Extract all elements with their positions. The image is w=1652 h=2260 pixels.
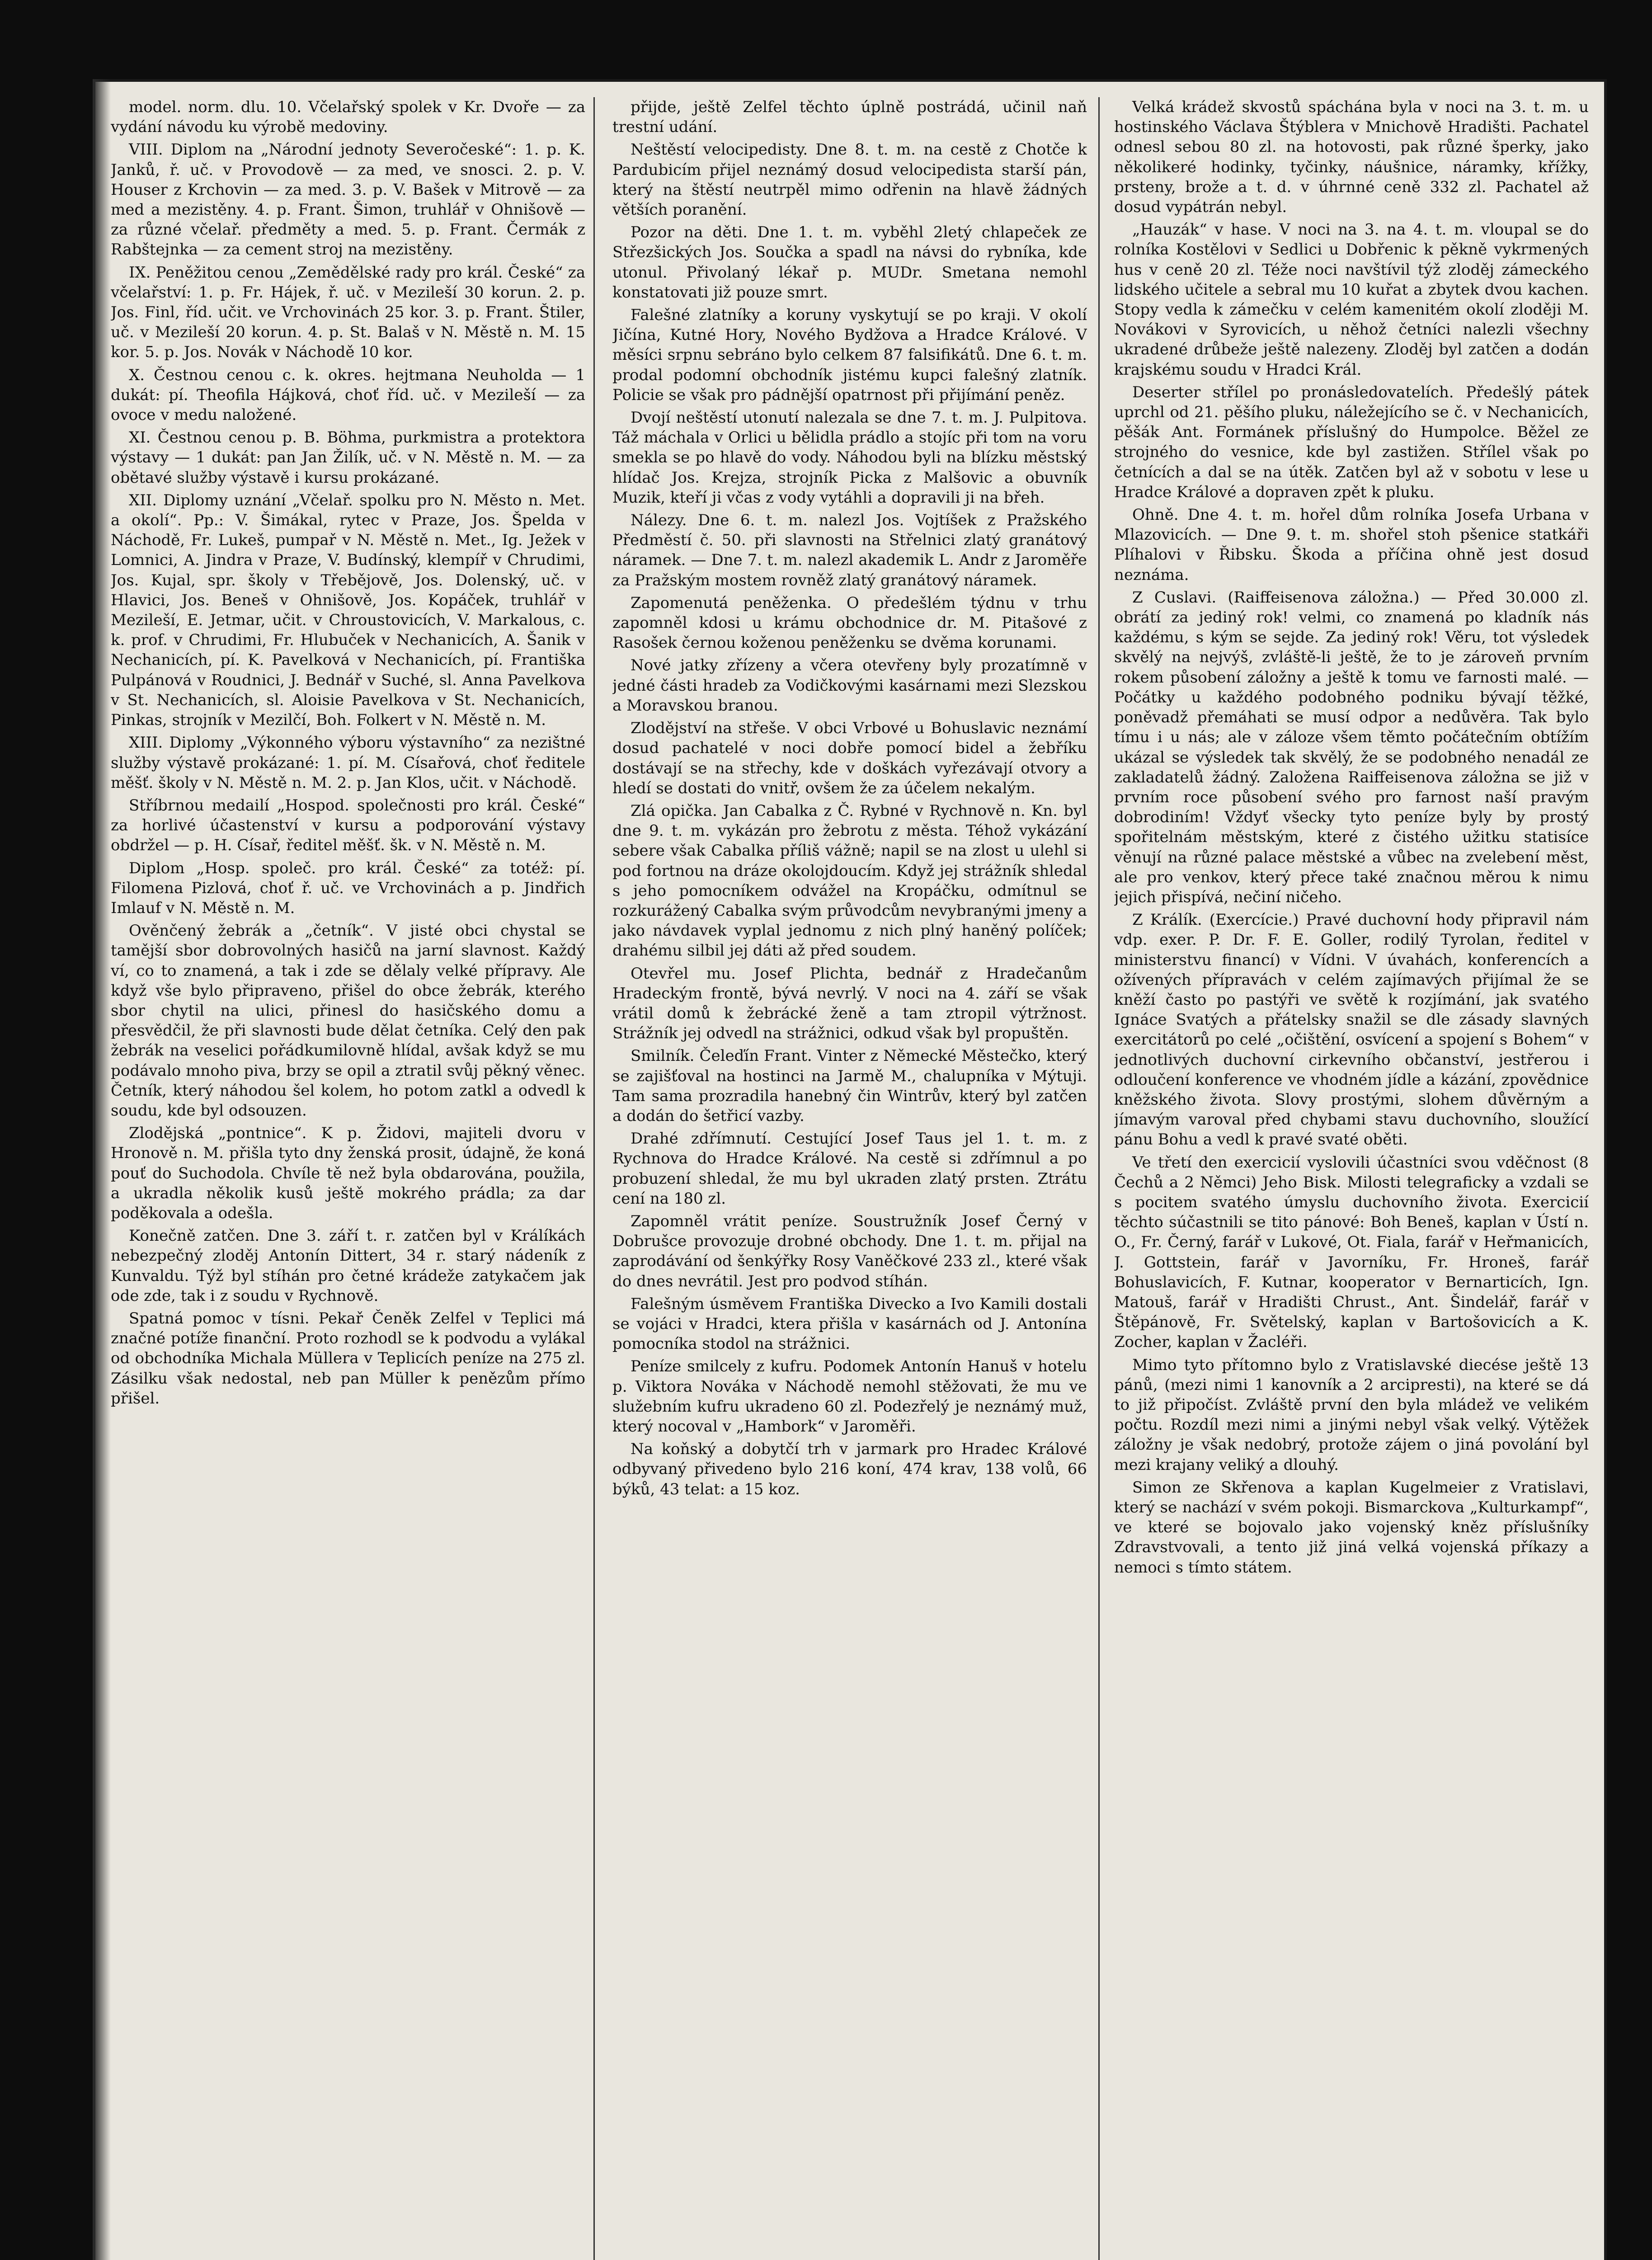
article-paragraph: Simon ze Skřenova a kaplan Kugelmeier z Vratislavi, který se nachází v svém pokoji. Bismarckova „Kulturkampf“, ve které se bojovalo jako vojenský kněz příslušníky Zdravstvovali, a tento již jiná velká vojenská příkazy a nemoci s tímto státem. bbox=[1114, 1478, 1589, 1577]
article-paragraph: Zapomněl vrátit peníze. Soustružník Josef Černý v Dobrušce provozuje drobné obchody. Dne 1. t. m. přijal na zaprodávání od šenkýřky Rosy Vaněčkové 233 zl., které však do dnes nevrátil. Jest pro podvod stíhán. bbox=[612, 1212, 1087, 1290]
article-paragraph: Zlodějská „pontnice“. K p. Židovi, majiteli dvoru v Hronově n. M. přišla tyto dny ženská prosit, údajně, že koná pouť do Suchodola. Chvíle tě než byla obdarována, použila, a ukradla několik kusů ještě mokrého prádla; za dar poděkovala a odešla. bbox=[111, 1124, 585, 1222]
article-paragraph: XI. Čestnou cenou p. B. Böhma, purkmistra a protektora výstavy — 1 dukát: pan Jan Žilík, uč. v N. Městě n. M. — za obětavé služby výstavě i kursu prokázané. bbox=[111, 428, 585, 487]
article-paragraph: Zlá opička. Jan Cabalka z Č. Rybné v Rychnově n. Kn. byl dne 9. t. m. vykázán pro žebrotu z města. Téhož vykázání sebere však Cabalka příliš vážně; napil se na zlost u ulehl si pod fortnou na dráze okolojdoucím. Když jej strážník shledal s jeho pomocníkem odvážel na Kropáčku, odmítnul se rozkurážený Cabalka svým průvodcům nevybranými jmeny a jako návdavek vyplal jednomu z nich plný haněný políček; drahému silbil jej dáti až před soudem. bbox=[612, 801, 1087, 960]
article-paragraph: Ověnčený žebrák a „četník“. V jisté obci chystal se tamější sbor dobrovolných hasičů na jarní slavnost. Každý ví, co to znamená, a tak i zde se dělaly velké přípravy. Ale když vše bylo připraveno, přišel do obce žebrák, kterého sbor chytil na ulici, přinesl do hasičského domu a přesvědčil, že při slavnosti bude dělat četníka. Celý den pak žebrák na veselici pořádkumilovně hlídal, avšak když se mu podávalo mnoho piva, brzy se opil a ztratil svůj pěkný věnec. Četník, který náhodou šel kolem, ho potom zatkl a odvedl k soudu, kde byl odsouzen. bbox=[111, 922, 585, 1120]
article-paragraph: Falešné zlatníky a koruny vyskytují se po kraji. V okolí Jičína, Kutné Hory, Nového Bydžova a Hradce Králové. V měsíci srpnu sebráno bylo celkem 87 falsifikátů. Dne 6. t. m. prodal podomní obchodník jistému kupci falešný zlatník. Policie se však pro pádnější opatrnost při přijímání peněz. bbox=[612, 306, 1087, 404]
article-paragraph: Neštěstí velocipedisty. Dne 8. t. m. na cestě z Chotče k Pardubicím přijel neznámý dosud velocipedista starší pán, který na štěstí neutrpěl mimo odřenin na hlavě žádných větších poranění. bbox=[612, 141, 1087, 219]
column-2 bbox=[612, 97, 1087, 2260]
article-paragraph: Falešným úsměvem Františka Divecko a Ivo Kamili dostali se vojáci v Hradci, ktera přišla v kasárnách od J. Antonína pomocníka stodol na strážnici. bbox=[612, 1295, 1087, 1353]
article-paragraph: Spatná pomoc v tísni. Pekař Čeněk Zelfel v Teplici má značné potíže finanční. Proto rozhodl se k podvodu a vylákal od obchodníka Michala Müllera v Teplicích peníze na 275 zl. Zásilku však nedostal, neb pan Müller k penězům přímo přišel. bbox=[111, 1309, 585, 1408]
article-paragraph: „Hauzák“ v hase. V noci na 3. na 4. t. m. vloupal se do rolníka Kostělovi v Sedlici u Dobřenic k pěkně vykrmených hus v ceně 20 zl. Téže noci navštívil týž zloděj zámeckého lidského učitele a sebral mu 10 kuřat a zbytek dvou kachen. Stopy vedla k zámečku v celém kamenitém okolí zloději M. Novákovi v Syrovicích, u něhož četníci nalezli všechny ukradené drůbeže ještě nalezeny. Zloděj byl zatčen a dodán krajskému soudu v Hradci Král. bbox=[1114, 221, 1589, 379]
page-binding-shadow bbox=[93, 79, 111, 2260]
article-paragraph: Z Cuslavi. (Raiffeisenova záložna.) — Před 30.000 zl. obrátí za jediný rok! velmi, co znamená po kladník nás každému, s kým se sejde. Za jediný rok! Věru, tot výsledek skvělý na nejvýš, zvláště-li ještě, že to je zároveň prvním rokem působení záložny a ještě k tomu ve farnosti malé. — Počátky u každého podobného podniku bývají těžké, poněvadž přemáhati se musí odpor a nedůvěra. Tak bylo tímu i u nás; ale v záloze všem těmto počátečním obtížím ukázal se výsledek tak skvělý, že se podobného nenadál ze zakladatelů žádný. Založena Raiffeisenova záložna se již v prvním roce působení svého pro farnost naší pravým dobrodiním! Vždyť všecky tyto peníze byly by prostý spořitelnám městským, které z čistého užitku statisíce věnují na různé palace městské a vůbec na zvelebení měst, ale pro venkov, který přece také značnou měrou k nimu jejich přispívá, nečiní ničeho. bbox=[1114, 588, 1589, 906]
article-paragraph: IX. Peněžitou cenou „Zemědělské rady pro král. České“ za včelařství: 1. p. Fr. Hájek, ř. uč. v Mezileší 30 korun. 2. p. Jos. Finl, říd. učit. ve Vrchovinách 25 kor. 3. p. Frant. Štiler, uč. v Mezileší 20 korun. 4. p. St. Balaš v N. Městě n. M. 15 kor. 5. p. Jos. Novák v Náchodě 10 kor. bbox=[111, 263, 585, 362]
article-paragraph: XIII. Diplomy „Výkonného výboru výstavního“ za nezištné služby výstavě prokázané: 1. pí. M. Císařová, choť ředitele měšť. školy v N. Městě n. M. 2. p. Jan Klos, učit. v Náchodě. bbox=[111, 734, 585, 792]
article-paragraph: Smilník. Čeleďín Frant. Vinter z Německé Městečko, který se zajišťoval na hostinci na Jarmě M., chalupníka v Mýtuji. Tam sama prozradila hanebný čin Wintrův, který byl zatčen a dodán do šetřicí vazby. bbox=[612, 1047, 1087, 1125]
article-paragraph: přijde, ještě Zelfel těchto úplně postrádá, učinil naň trestní udání. bbox=[612, 98, 1087, 137]
article-paragraph: Konečně zatčen. Dne 3. září t. r. zatčen byl v Králíkách nebezpečný zloděj Antonín Dittert, 34 r. starý nádeník z Kunvaldu. Týž byl stíhán pro četné krádeže zatykačem jak ode zde, tak i z soudu v Rychnově. bbox=[111, 1227, 585, 1305]
article-paragraph: Ohně. Dne 4. t. m. hořel dům rolníka Josefa Urbana v Mlazovicích. — Dne 9. t. m. shořel stoh pšenice statkáři Plíhalovi v Řibsku. Škoda a příčina ohně jest dosud neznáma. bbox=[1114, 506, 1589, 584]
article-paragraph: Ve třetí den exercicií vyslovili účastníci svou vděčnost (8 Čechů a 2 Němci) Jeho Bisk. Milosti telegraficky a vzdali se s pocitem svatého úmyslu duchovního života. Exercicií těchto súčastnili se tito pánové: Boh Beneš, kaplan v Ústí n. O., Fr. Černý, farář v Lukové, Ot. Fiala, farář v Heřmanicích, J. Gottstein, farář v Javorníku, Fr. Hroneš, farář Bohuslavicích, F. Kutnar, kooperator v Bernarticích, Ign. Matouš, farář v Hradišti Chrust., Ant. Šindelář, farář v Štěpánově, Fr. Světelský, kaplan v Bartošovicích a K. Zocher, kaplan v Žacléři. bbox=[1114, 1153, 1589, 1351]
article-paragraph: Otevřel mu. Josef Plichta, bednář z Hradečanům Hradeckým frontě, bývá nevrlý. V noci na 4. září se však vrátil domů k žebrácké ženě a tam ztropil výtržnost. Strážník jej odvedl na strážnici, odkud však byl propuštěn. bbox=[612, 964, 1087, 1043]
article-paragraph: Diplom „Hosp. společ. pro král. České“ za totéž: pí. Filomena Pizlová, choť ř. uč. ve Vrchovinách a p. Jindřich Imlauf v N. Městě n. M. bbox=[111, 859, 585, 917]
article-paragraph: Dvojí neštěstí utonutí nalezala se dne 7. t. m. J. Pulpitova. Táž máchala v Orlici u bělidla prádlo a stojíc při tom na voru smekla se po hlavě do vody. Náhodou byli na blízku městský hlídač Jos. Krejza, strojník Picka z Malšovic a obuvník Muzik, kteří ji včas z vody vytáhli a dopravili ji na břeh. bbox=[612, 409, 1087, 507]
article-paragraph: Stříbrnou medailí „Hospod. společnosti pro král. České“ za horlivé účastenství v kursu a podporování výstavy obdržel — p. H. Císař, ředitel měšť. šk. v N. Městě n. M. bbox=[111, 796, 585, 855]
article-paragraph: Z Králík. (Exercície.) Pravé duchovní hody připravil nám vdp. exer. P. Dr. F. E. Goller, rodilý Tyrolan, ředitel v ministerstvu financí) v Vídni. V úvahách, konferencích a ožívených přípravách v celém zajímavých přijímal že se kněží často po pastýři ve světě k rozjímání, jak svatého Ignáce Svatých a přátelsky snažil se dle zásady slavných exercitátorů po celé „očištění, osvícení a spojení s Bohem“ v jednotlivých duchovní cirkevního občanství, jestřerou i odloučení konference ve vhodném jídle a kázání, zpovědnice kněžského života. Slovy prostými, slohem důvěrným a jímavým varoval před chybami stavu duchovního, sloužící pánu Bohu a vedl k pravé svaté oběti. bbox=[1114, 911, 1589, 1149]
article-paragraph: X. Čestnou cenou c. k. okres. hejtmana Neuholda — 1 dukát: pí. Theofila Hájková, choť říd. uč. v Mezileší — za ovoce v medu naložené. bbox=[111, 366, 585, 424]
column-3 bbox=[1114, 97, 1589, 2260]
article-paragraph: Mimo tyto přítomno bylo z Vratislavské diecése ještě 13 pánů, (mezi nimi 1 kanovník a 2 arcipresti), na které se dá to již připočíst. Zvláště první den byla mládež ve velikém počtu. Rozdíl mezi nimi a jinými nebyl však velký. Výtěžek záložny je však nedobrý, protože zájem o jiná povolání byl mezi krajany veliký a dlouhý. bbox=[1114, 1356, 1589, 1474]
article-paragraph: Zapomenutá peněženka. O předešlém týdnu v trhu zapomněl kdosi u krámu obchodnice dr. M. Pitašové z Rasošek černou koženou peněženku se dvěma korunami. bbox=[612, 593, 1087, 652]
article-paragraph: Zlodějství na střeše. V obci Vrbové u Bohuslavic neznámí dosud pachatelé v noci dobře pomocí bidel a žebříku dostávají se na střechy, kde v doškách vyřezávají otvory a hledí se dostati do vnitř, ovšem že za účelem nekalým. bbox=[612, 719, 1087, 797]
article-paragraph: Peníze smilcely z kufru. Podomek Antonín Hanuš v hotelu p. Viktora Nováka v Náchodě nemohl stěžovati, že mu ve služebním kufru ukradeno 60 zl. Podezřelý je neznámý muž, který nocoval v „Hambork“ v Jaroměři. bbox=[612, 1357, 1087, 1436]
article-paragraph: Nálezy. Dne 6. t. m. nalezl Jos. Vojtíšek z Pražského Předměstí č. 50. při slavnosti na Střelnici zlatý granátový náramek. — Dne 7. t. m. nalezl akademik L. Andr z Jaroměře za Pražským mostem rovněž zlatý granátový náramek. bbox=[612, 511, 1087, 589]
column-1 bbox=[111, 97, 585, 2260]
article-paragraph: Deserter střílel po pronásledovatelích. Předešlý pátek uprchl od 21. pěšího pluku, náležejícího se č. v Nechanicích, pěšák Ant. Formánek příslušný do Humpolce. Běžel ze strojného do vesnice, kde byl zastižen. Střílel však po četnících a dal se na útěk. Zatčen byl až v sobotu v lese u Hradce Králové a dopraven zpět k pluku. bbox=[1114, 383, 1589, 501]
text-columns bbox=[111, 97, 1589, 2260]
article-paragraph: Nové jatky zřízeny a včera otevřeny byly prozatímně v jedné části hradeb za Vodičkovými kasárnami mezi Slezskou a Moravskou branou. bbox=[612, 656, 1087, 715]
article-paragraph: model. norm. dlu. 10. Včelařský spolek v Kr. Dvoře — za vydání návodu ku výrobě medoviny. bbox=[111, 98, 585, 137]
article-paragraph: Na koňský a dobytčí trh v jarmark pro Hradec Králové odbyvaný přivedeno bylo 216 koní, 474 krav, 138 volů, 66 býků, 43 telat: a 15 koz. bbox=[612, 1440, 1087, 1498]
article-paragraph: Pozor na děti. Dne 1. t. m. vyběhl 2letý chlapeček ze Střezšických Jos. Součka a spadl na návsi do rybníka, kde utonul. Přivolaný lékař p. MUDr. Smetana nemohl konstatovati již pouze smrt. bbox=[612, 223, 1087, 301]
article-paragraph: VIII. Diplom na „Národní jednoty Severočeské“: 1. p. K. Janků, ř. uč. v Provodově — za med, ve snosci. 2. p. V. Houser z Krchovin — za med. 3. p. V. Bašek v Mitrově — za med a mezistěny. 4. p. Frant. Šimon, truhlář v Ohnišově — za různé včelař. předměty a med. 5. p. Frant. Čermák z Rabštejnka — za cement stroj na mezistěny. bbox=[111, 141, 585, 259]
article-paragraph: Velká krádež skvostů spáchána byla v noci na 3. t. m. u hostinského Václava Štýblera v Mnichově Hradišti. Pachatel odnesl sebou 80 zl. na hotovosti, pak různé šperky, jako několikeré hodinky, tyčinky, náušnice, náramky, křížky, prsteny, brože a t. d. v úhrnné ceně 332 zl. Pachatel až dosud vypátrán nebyl. bbox=[1114, 98, 1589, 217]
article-paragraph: XII. Diplomy uznání „Včelař. spolku pro N. Město n. Met. a okolí“. Pp.: V. Šimákal, rytec v Praze, Jos. Špelda v Náchodě, Fr. Lukeš, pumpař v N. Městě n. Met., Ig. Ježek v Lomnici, A. Jindra v Praze, V. Budínský, klempíř v Chrudimi, Jos. Kujal, spr. školy v Třebějově, Jos. Dolenský, uč. v Hlavici, Jos. Beneš v Ohnišově, Jos. Kopáček, truhlář v Mezileší, E. Jetmar, učit. v Chroustovicích, V. Markalous, c. k. prof. v Chrudimi, Fr. Hlubuček v Nechanicích, A. Šanik v Nechanicích, pí. K. Pavelková v Nechanicích, pí. Františka Pulpánová v Roudnici, J. Bednář v Suché, sl. Anna Pavelkova v St. Nechanicích, sl. Aloisie Pavelkova v St. Nechanicích, Pinkas, strojník v Mezilčí, Boh. Folkert v N. Městě n. M. bbox=[111, 491, 585, 730]
article-paragraph: Drahé zdřímnutí. Cestující Josef Taus jel 1. t. m. z Rychnova do Hradce Králové. Na cestě si zdřímnul a po probuzení shledal, že mu byl ukraden zlatý prsten. Ztrátu cení na 180 zl. bbox=[612, 1130, 1087, 1208]
